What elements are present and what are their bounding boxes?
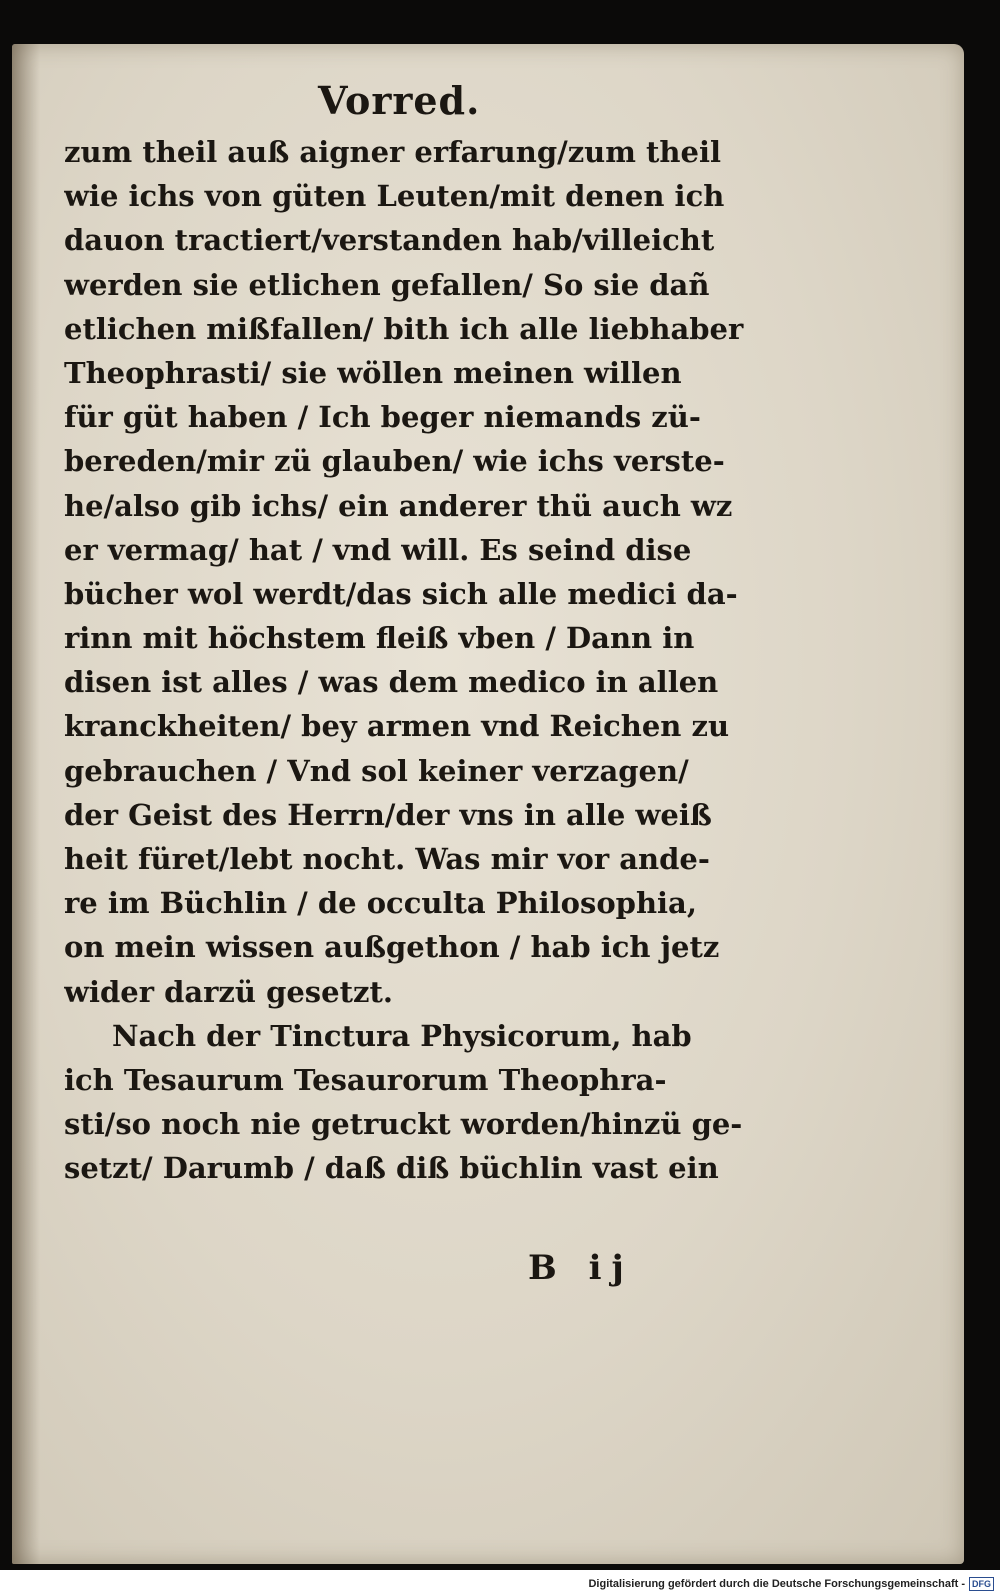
text-line: setzt/ Darumb / daß diß büchlin vast ein xyxy=(64,1151,719,1186)
text-line: wider darzü gesetzt. xyxy=(64,974,393,1009)
text-line: heit füret/lebt nocht. Was mir vor ande- xyxy=(64,842,710,876)
text-line: etlichen mißfallen/ bith ich alle liebhaber xyxy=(64,311,744,346)
digitization-footer xyxy=(588,1576,994,1592)
text-line: er vermag/ hat / vnd will. Es seind dise xyxy=(64,532,692,567)
text-line: werden sie etlichen gefallen/ So sie dañ xyxy=(64,267,710,302)
text-line: on mein wissen außgethon / hab ich jetz xyxy=(64,930,720,965)
text-line: dauon tractiert/verstanden hab/villeicht xyxy=(64,223,715,258)
signature-mark: B ij xyxy=(528,1248,634,1288)
text-line: Theophrasti/ sie wöllen meinen willen xyxy=(64,355,682,390)
text-line: sti/so noch nie getruckt worden/hinzü ge- xyxy=(64,1107,743,1142)
text-line: bereden/mir zü glauben/ wie ichs verste- xyxy=(64,444,725,479)
text-line: re im Büchlin / de occulta Philosophia, xyxy=(64,886,697,921)
text-line: zum theil auß aigner erfarung/zum theil xyxy=(64,135,722,169)
text-line: Nach der Tinctura Physicorum, hab xyxy=(112,1018,692,1053)
text-line: gebrauchen / Vnd sol keiner verzagen/ xyxy=(64,753,689,788)
text-line: für güt haben / Ich beger niemands zü- xyxy=(64,400,701,435)
text-line: rinn mit höchstem fleiß vben / Dann in xyxy=(64,621,695,656)
page-gutter-shadow xyxy=(12,44,40,1564)
text-line: der Geist des Herrn/der vns in alle weiß xyxy=(64,797,712,832)
dfg-logo: DFG xyxy=(969,1577,994,1591)
text-line: wie ichs von güten Leuten/mit denen ich xyxy=(64,179,725,214)
text-line: he/also gib ichs/ ein anderer thü auch wz xyxy=(64,488,733,523)
text-line: disen ist alles / was dem medico in allen xyxy=(64,665,719,700)
text-line: ich Tesaurum Tesaurorum Theophra- xyxy=(64,1062,667,1097)
funding-credit: Digitalisierung gefördert durch die Deutsche Forschungsgemeinschaft - xyxy=(588,1578,965,1590)
page-text-block xyxy=(64,130,754,1191)
text-line: bücher wol werdt/das sich alle medici da- xyxy=(64,576,738,611)
text-line: kranckheiten/ bey armen vnd Reichen zu xyxy=(64,709,730,744)
running-head: Vorred. xyxy=(318,78,481,123)
